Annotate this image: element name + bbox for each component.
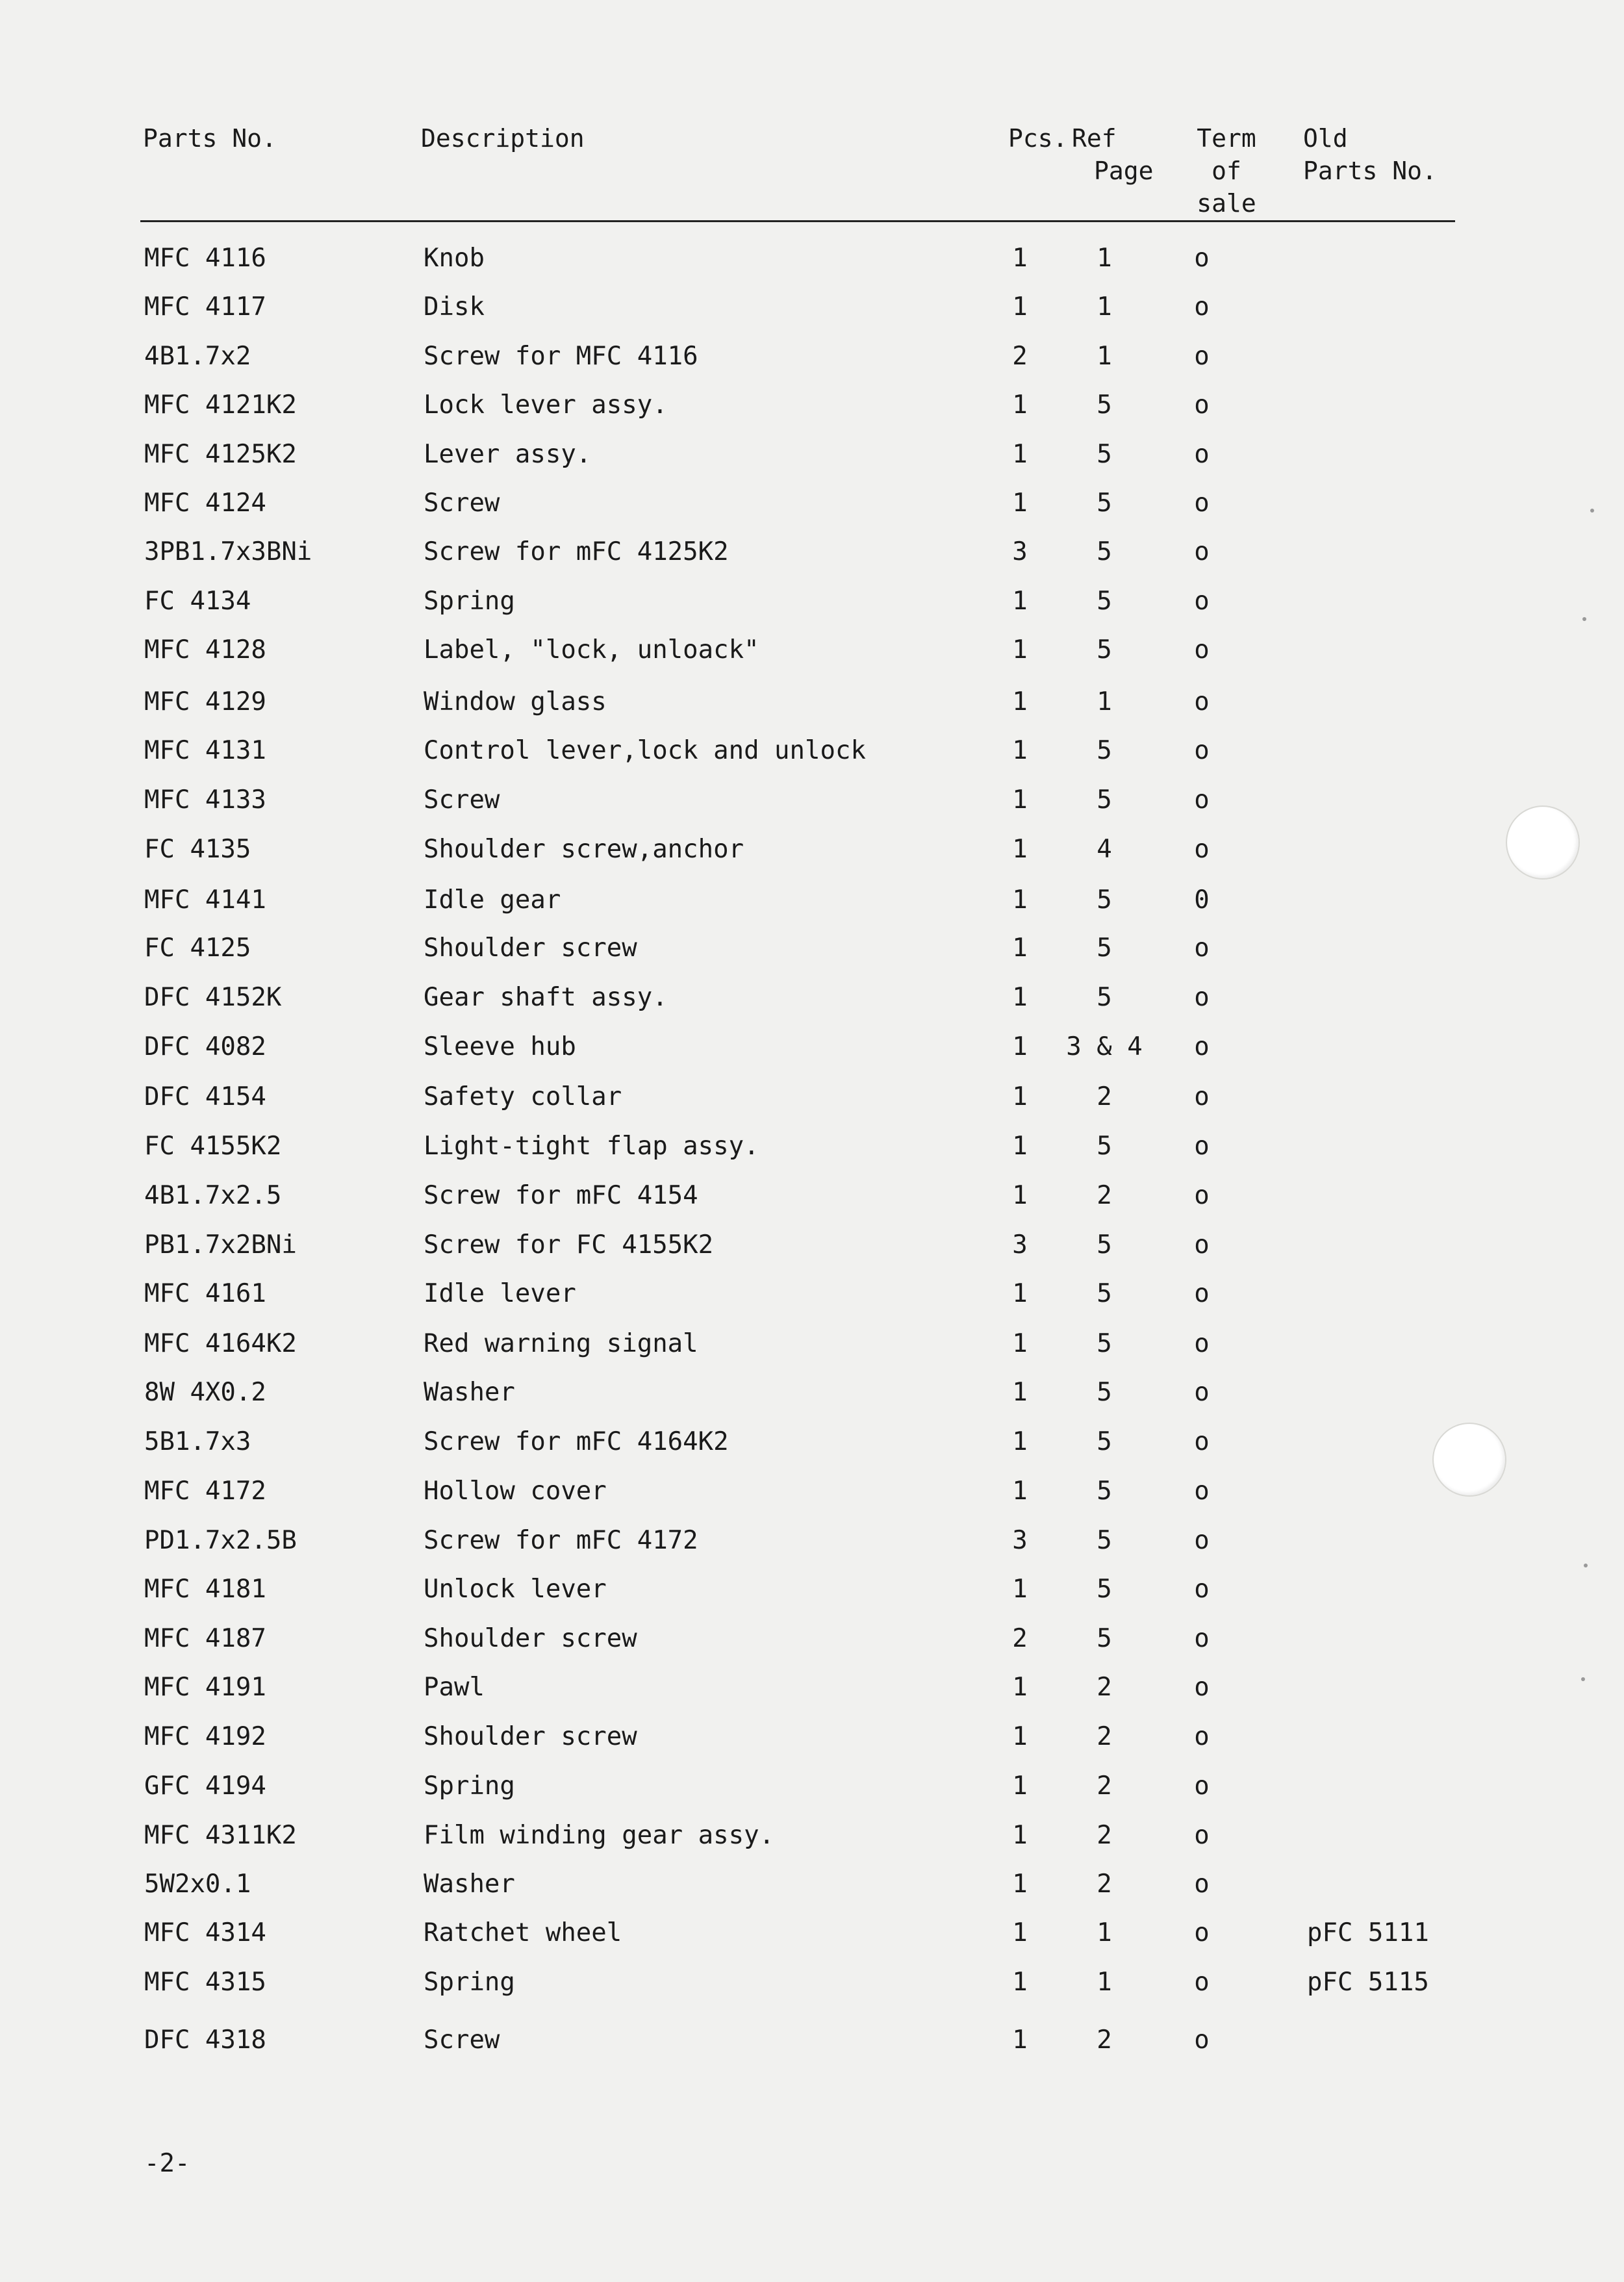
table-row <box>0 587 1624 632</box>
term-of-sale: o <box>1194 1870 1210 1899</box>
header-old-line2: Parts No. <box>1303 157 1437 185</box>
ref-page: 2 <box>1097 1181 1112 1210</box>
part-number: MFC 4121K2 <box>144 390 297 420</box>
term-of-sale: o <box>1194 244 1210 273</box>
pcs-quantity: 1 <box>1012 244 1028 273</box>
ref-page: 1 <box>1097 1918 1112 1947</box>
term-of-sale: o <box>1194 835 1210 864</box>
pcs-quantity: 1 <box>1012 885 1028 915</box>
term-of-sale: o <box>1194 440 1210 469</box>
description: Spring <box>424 1968 515 1997</box>
description: Spring <box>424 587 515 616</box>
term-of-sale: o <box>1194 1477 1210 1506</box>
term-of-sale: o <box>1194 933 1210 963</box>
table-row <box>0 785 1624 831</box>
pcs-quantity: 1 <box>1012 736 1028 765</box>
pcs-quantity: 1 <box>1012 292 1028 322</box>
part-number: MFC 4164K2 <box>144 1329 297 1358</box>
description: Film winding gear assy. <box>424 1821 775 1850</box>
description: Screw for mFC 4154 <box>424 1181 698 1210</box>
pcs-quantity: 1 <box>1012 1032 1028 1061</box>
table-row <box>0 440 1624 485</box>
description: Disk <box>424 292 485 322</box>
part-number: 5W2x0.1 <box>144 1870 251 1899</box>
table-row <box>0 1624 1624 1669</box>
description: Screw for mFC 4172 <box>424 1526 698 1555</box>
description: Light-tight flap assy. <box>424 1132 759 1161</box>
ref-page: 1 <box>1097 244 1112 273</box>
table-row <box>0 1968 1624 2013</box>
term-of-sale: o <box>1194 1722 1210 1751</box>
header-description: Description <box>421 124 585 153</box>
pcs-quantity: 1 <box>1012 687 1028 716</box>
table-row <box>0 1082 1624 1128</box>
ref-page: 1 <box>1097 687 1112 716</box>
part-number: MFC 4117 <box>144 292 266 322</box>
term-of-sale: o <box>1194 983 1210 1012</box>
part-number: MFC 4181 <box>144 1575 266 1604</box>
part-number: FC 4134 <box>144 587 251 616</box>
ref-page: 5 <box>1097 736 1112 765</box>
term-of-sale: o <box>1194 1575 1210 1604</box>
pcs-quantity: 1 <box>1012 785 1028 815</box>
header-term-line3: sale <box>1197 189 1256 218</box>
term-of-sale: o <box>1194 1918 1210 1947</box>
old-parts-no: pFC 5111 <box>1307 1918 1429 1947</box>
description: Idle lever <box>424 1279 576 1308</box>
table-row <box>0 1230 1624 1276</box>
part-number: MFC 4161 <box>144 1279 266 1308</box>
part-number: FC 4135 <box>144 835 251 864</box>
part-number: MFC 4187 <box>144 1624 266 1653</box>
part-number: MFC 4124 <box>144 488 266 518</box>
part-number: MFC 4133 <box>144 785 266 815</box>
table-row <box>0 1575 1624 1620</box>
description: Pawl <box>424 1673 485 1702</box>
pcs-quantity: 1 <box>1012 1821 1028 1850</box>
description: Hollow cover <box>424 1477 607 1506</box>
ref-page: 5 <box>1097 587 1112 616</box>
part-number: 8W 4X0.2 <box>144 1378 266 1407</box>
ref-page: 5 <box>1097 1378 1112 1407</box>
term-of-sale: o <box>1194 1230 1210 1260</box>
table-row <box>0 1526 1624 1571</box>
term-of-sale: 0 <box>1194 885 1210 915</box>
description: Screw <box>424 488 500 518</box>
table-row <box>0 1279 1624 1325</box>
term-of-sale: o <box>1194 587 1210 616</box>
part-number: MFC 4129 <box>144 687 266 716</box>
description: Screw for mFC 4125K2 <box>424 537 729 566</box>
table-row <box>0 292 1624 338</box>
ref-page: 1 <box>1097 1968 1112 1997</box>
old-parts-no: pFC 5115 <box>1307 1968 1429 1997</box>
pcs-quantity: 1 <box>1012 1870 1028 1899</box>
pcs-quantity: 1 <box>1012 1673 1028 1702</box>
pcs-quantity: 1 <box>1012 635 1028 665</box>
term-of-sale: o <box>1194 1821 1210 1850</box>
description: Shoulder screw,anchor <box>424 835 744 864</box>
pcs-quantity: 1 <box>1012 1771 1028 1801</box>
table-row <box>0 1722 1624 1768</box>
part-number: GFC 4194 <box>144 1771 266 1801</box>
ref-page: 5 <box>1097 488 1112 518</box>
ref-page: 5 <box>1097 440 1112 469</box>
term-of-sale: o <box>1194 1526 1210 1555</box>
part-number: MFC 4141 <box>144 885 266 915</box>
ref-page: 1 <box>1097 292 1112 322</box>
part-number: MFC 4191 <box>144 1673 266 1702</box>
ref-page: 2 <box>1097 1821 1112 1850</box>
page-number: -2- <box>144 2149 190 2178</box>
ref-page: 5 <box>1097 1575 1112 1604</box>
part-number: FC 4155K2 <box>144 1132 282 1161</box>
table-row <box>0 390 1624 436</box>
part-number: MFC 4314 <box>144 1918 266 1947</box>
part-number: MFC 4116 <box>144 244 266 273</box>
ref-page: 2 <box>1097 2025 1112 2055</box>
term-of-sale: o <box>1194 1673 1210 1702</box>
pcs-quantity: 3 <box>1012 1230 1028 1260</box>
part-number: MFC 4192 <box>144 1722 266 1751</box>
part-number: MFC 4131 <box>144 736 266 765</box>
table-row <box>0 635 1624 681</box>
part-number: 4B1.7x2.5 <box>144 1181 282 1210</box>
ref-page: 5 <box>1097 1230 1112 1260</box>
description: Safety collar <box>424 1082 622 1111</box>
table-row <box>0 885 1624 931</box>
term-of-sale: o <box>1194 1279 1210 1308</box>
table-row <box>0 1477 1624 1522</box>
ref-page: 5 <box>1097 983 1112 1012</box>
header-pcs: Pcs. <box>1008 124 1068 153</box>
term-of-sale: o <box>1194 1771 1210 1801</box>
pcs-quantity: 2 <box>1012 1624 1028 1653</box>
header-old-line1: Old <box>1303 124 1348 153</box>
description: Red warning signal <box>424 1329 698 1358</box>
pcs-quantity: 3 <box>1012 1526 1028 1555</box>
term-of-sale: o <box>1194 537 1210 566</box>
description: Knob <box>424 244 485 273</box>
term-of-sale: o <box>1194 687 1210 716</box>
ref-page: 5 <box>1097 1477 1112 1506</box>
pcs-quantity: 1 <box>1012 835 1028 864</box>
ref-page: 2 <box>1097 1082 1112 1111</box>
ref-page: 2 <box>1097 1673 1112 1702</box>
header-ref-page <box>1072 122 1154 187</box>
term-of-sale: o <box>1194 635 1210 665</box>
term-of-sale: o <box>1194 1132 1210 1161</box>
description: Shoulder screw <box>424 1624 637 1653</box>
table-row <box>0 1918 1624 1964</box>
pcs-quantity: 1 <box>1012 390 1028 420</box>
term-of-sale: o <box>1194 390 1210 420</box>
ref-page: 5 <box>1097 785 1112 815</box>
description: Unlock lever <box>424 1575 607 1604</box>
part-number: MFC 4128 <box>144 635 266 665</box>
pcs-quantity: 1 <box>1012 1181 1028 1210</box>
description: Idle gear <box>424 885 561 915</box>
table-row <box>0 1870 1624 1915</box>
table-row <box>0 1771 1624 1817</box>
part-number: PB1.7x2BNi <box>144 1230 297 1260</box>
term-of-sale: o <box>1194 342 1210 371</box>
ref-page: 5 <box>1097 635 1112 665</box>
part-number: MFC 4172 <box>144 1477 266 1506</box>
table-row <box>0 1378 1624 1423</box>
ref-page: 5 <box>1097 933 1112 963</box>
pcs-quantity: 3 <box>1012 537 1028 566</box>
ref-page: 5 <box>1097 1427 1112 1456</box>
term-of-sale: o <box>1194 1378 1210 1407</box>
table-row <box>0 736 1624 781</box>
table-row <box>0 1329 1624 1375</box>
description: Screw <box>424 2025 500 2055</box>
table-row <box>0 1821 1624 1866</box>
term-of-sale: o <box>1194 1082 1210 1111</box>
pcs-quantity: 1 <box>1012 1968 1028 1997</box>
table-row <box>0 1181 1624 1226</box>
description: Washer <box>424 1870 515 1899</box>
description: Spring <box>424 1771 515 1801</box>
term-of-sale: o <box>1194 785 1210 815</box>
table-row <box>0 835 1624 880</box>
description: Window glass <box>424 687 607 716</box>
ref-page: 5 <box>1097 390 1112 420</box>
header-term-line2: of <box>1212 157 1241 185</box>
part-number: 5B1.7x3 <box>144 1427 251 1456</box>
pcs-quantity: 1 <box>1012 1279 1028 1308</box>
table-row <box>0 2025 1624 2071</box>
pcs-quantity: 1 <box>1012 1427 1028 1456</box>
header-term-line1: Term <box>1197 124 1256 153</box>
pcs-quantity: 1 <box>1012 1329 1028 1358</box>
header-parts-no: Parts No. <box>143 124 277 153</box>
description: Label, "lock, unloack" <box>424 635 759 665</box>
term-of-sale: o <box>1194 2025 1210 2055</box>
header-term-of-sale <box>1191 122 1262 220</box>
table-row <box>0 244 1624 289</box>
ref-page: 2 <box>1097 1870 1112 1899</box>
description: Screw for FC 4155K2 <box>424 1230 714 1260</box>
ref-page: 5 <box>1097 1526 1112 1555</box>
pcs-quantity: 1 <box>1012 1378 1028 1407</box>
pcs-quantity: 1 <box>1012 1575 1028 1604</box>
part-number: DFC 4082 <box>144 1032 266 1061</box>
table-row <box>0 933 1624 979</box>
term-of-sale: o <box>1194 1968 1210 1997</box>
header-ref-line1: Ref <box>1072 124 1117 153</box>
description: Shoulder screw <box>424 933 637 963</box>
pcs-quantity: 1 <box>1012 933 1028 963</box>
part-number: PD1.7x2.5B <box>144 1526 297 1555</box>
ref-page: 5 <box>1097 1329 1112 1358</box>
term-of-sale: o <box>1194 1624 1210 1653</box>
pcs-quantity: 1 <box>1012 983 1028 1012</box>
ref-page: 5 <box>1097 885 1112 915</box>
description: Screw for mFC 4164K2 <box>424 1427 729 1456</box>
pcs-quantity: 1 <box>1012 1722 1028 1751</box>
term-of-sale: o <box>1194 736 1210 765</box>
description: Lock lever assy. <box>424 390 668 420</box>
ref-page: 5 <box>1097 537 1112 566</box>
part-number: 3PB1.7x3BNi <box>144 537 312 566</box>
part-number: DFC 4318 <box>144 2025 266 2055</box>
pcs-quantity: 2 <box>1012 342 1028 371</box>
ref-page: 2 <box>1097 1771 1112 1801</box>
ref-page: 5 <box>1097 1279 1112 1308</box>
pcs-quantity: 1 <box>1012 1477 1028 1506</box>
term-of-sale: o <box>1194 1329 1210 1358</box>
ref-page: 2 <box>1097 1722 1112 1751</box>
header-old-parts-no <box>1303 122 1437 187</box>
description: Washer <box>424 1378 515 1407</box>
table-row <box>0 1032 1624 1078</box>
table-row <box>0 687 1624 733</box>
table-row <box>0 537 1624 583</box>
part-number: DFC 4152K <box>144 983 282 1012</box>
description: Control lever,lock and unlock <box>424 736 866 765</box>
description: Gear shaft assy. <box>424 983 668 1012</box>
table-row <box>0 1132 1624 1177</box>
part-number: MFC 4311K2 <box>144 1821 297 1850</box>
table-row <box>0 488 1624 534</box>
ref-page: 4 <box>1097 835 1112 864</box>
pcs-quantity: 1 <box>1012 440 1028 469</box>
ref-page: 5 <box>1097 1624 1112 1653</box>
term-of-sale: o <box>1194 488 1210 518</box>
part-number: FC 4125 <box>144 933 251 963</box>
part-number: DFC 4154 <box>144 1082 266 1111</box>
term-of-sale: o <box>1194 1427 1210 1456</box>
term-of-sale: o <box>1194 292 1210 322</box>
pcs-quantity: 1 <box>1012 1918 1028 1947</box>
description: Screw <box>424 785 500 815</box>
description: Screw for MFC 4116 <box>424 342 698 371</box>
table-row <box>0 1673 1624 1718</box>
description: Shoulder screw <box>424 1722 637 1751</box>
part-number: MFC 4315 <box>144 1968 266 1997</box>
pcs-quantity: 1 <box>1012 488 1028 518</box>
term-of-sale: o <box>1194 1181 1210 1210</box>
pcs-quantity: 1 <box>1012 587 1028 616</box>
description: Lever assy. <box>424 440 592 469</box>
ref-page: 3 & 4 <box>1066 1032 1143 1061</box>
table-row <box>0 1427 1624 1473</box>
ref-page: 1 <box>1097 342 1112 371</box>
pcs-quantity: 1 <box>1012 1082 1028 1111</box>
description: Ratchet wheel <box>424 1918 622 1947</box>
pcs-quantity: 1 <box>1012 2025 1028 2055</box>
term-of-sale: o <box>1194 1032 1210 1061</box>
part-number: 4B1.7x2 <box>144 342 251 371</box>
header-rule <box>140 220 1455 222</box>
table-row <box>0 983 1624 1028</box>
header-ref-line2: Page <box>1094 157 1154 185</box>
description: Sleeve hub <box>424 1032 576 1061</box>
table-row <box>0 342 1624 387</box>
pcs-quantity: 1 <box>1012 1132 1028 1161</box>
part-number: MFC 4125K2 <box>144 440 297 469</box>
ref-page: 5 <box>1097 1132 1112 1161</box>
